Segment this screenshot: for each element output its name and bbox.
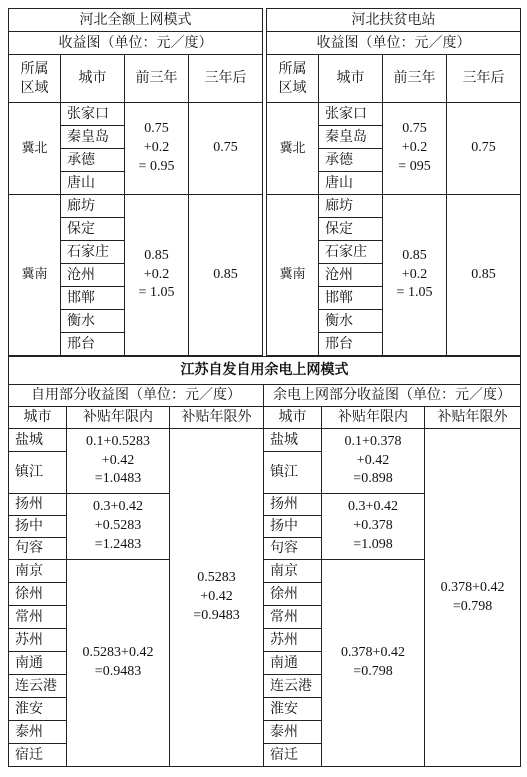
city-cell: 泰州 xyxy=(264,721,322,744)
city-cell: 镇江 xyxy=(9,452,67,494)
city-cell: 邢台 xyxy=(61,333,125,356)
outside-subsidy-value: 0.5283 +0.42 =0.9483 xyxy=(170,429,264,767)
header-within-subsidy: 补贴年限内 xyxy=(322,407,425,429)
city-cell: 石家庄 xyxy=(319,241,383,264)
city-cell: 衡水 xyxy=(319,310,383,333)
self-use-subtitle: 自用部分收益图（单位：元／度） xyxy=(9,385,264,407)
header-first-three-years: 前三年 xyxy=(383,55,447,103)
city-cell: 扬州 xyxy=(9,494,67,516)
city-cell: 宿迁 xyxy=(9,744,67,767)
header-outside-subsidy: 补贴年限外 xyxy=(170,407,264,429)
region-cell: 冀南 xyxy=(267,195,319,356)
header-region: 所属 区域 xyxy=(267,55,319,103)
city-cell: 苏州 xyxy=(9,629,67,652)
header-city: 城市 xyxy=(319,55,383,103)
header-region: 所属 区域 xyxy=(9,55,61,103)
city-cell: 沧州 xyxy=(319,264,383,287)
city-cell: 张家口 xyxy=(319,103,383,126)
after-three-years-value: 0.85 xyxy=(447,195,521,356)
within-subsidy-value: 0.5283+0.42 =0.9483 xyxy=(67,560,170,767)
surplus-subtitle: 余电上网部分收益图（单位：元／度） xyxy=(264,385,521,407)
city-cell: 连云港 xyxy=(264,675,322,698)
city-cell: 镇江 xyxy=(264,452,322,494)
city-cell: 唐山 xyxy=(319,172,383,195)
table-title: 河北全额上网模式 xyxy=(9,9,263,32)
hebei-poverty-station-table xyxy=(266,8,521,356)
city-cell: 徐州 xyxy=(264,583,322,606)
header-first-three-years: 前三年 xyxy=(125,55,189,103)
header-city: 城市 xyxy=(264,407,322,429)
table-title: 河北扶贫电站 xyxy=(267,9,521,32)
within-subsidy-value: 0.378+0.42 =0.798 xyxy=(322,560,425,767)
header-within-subsidy: 补贴年限内 xyxy=(67,407,170,429)
within-subsidy-value: 0.3+0.42 +0.5283 =1.2483 xyxy=(67,494,170,560)
header-outside-subsidy: 补贴年限外 xyxy=(425,407,521,429)
table-subtitle: 收益图（单位：元／度） xyxy=(267,32,521,55)
first-three-years-value: 0.75 +0.2 = 095 xyxy=(383,103,447,195)
city-cell: 盐城 xyxy=(9,429,67,452)
city-cell: 南通 xyxy=(9,652,67,675)
outside-subsidy-value: 0.378+0.42 =0.798 xyxy=(425,429,521,767)
city-cell: 沧州 xyxy=(61,264,125,287)
jiangsu-self-use-table xyxy=(8,356,521,767)
city-cell: 宿迁 xyxy=(264,744,322,767)
first-three-years-value: 0.75 +0.2 = 0.95 xyxy=(125,103,189,195)
city-cell: 常州 xyxy=(9,606,67,629)
city-cell: 句容 xyxy=(9,538,67,560)
region-cell: 冀北 xyxy=(267,103,319,195)
city-cell: 连云港 xyxy=(9,675,67,698)
after-three-years-value: 0.75 xyxy=(189,103,263,195)
city-cell: 承德 xyxy=(61,149,125,172)
city-cell: 秦皇岛 xyxy=(319,126,383,149)
city-cell: 扬中 xyxy=(9,516,67,538)
city-cell: 石家庄 xyxy=(61,241,125,264)
hebei-full-grid-table xyxy=(8,8,263,356)
city-cell: 保定 xyxy=(319,218,383,241)
city-cell: 常州 xyxy=(264,606,322,629)
within-subsidy-value: 0.1+0.378 +0.42 =0.898 xyxy=(322,429,425,494)
table-subtitle: 收益图（单位：元／度） xyxy=(9,32,263,55)
city-cell: 淮安 xyxy=(264,698,322,721)
city-cell: 泰州 xyxy=(9,721,67,744)
city-cell: 邢台 xyxy=(319,333,383,356)
city-cell: 南京 xyxy=(264,560,322,583)
city-cell: 扬州 xyxy=(264,494,322,516)
city-cell: 扬中 xyxy=(264,516,322,538)
city-cell: 邯郸 xyxy=(319,287,383,310)
city-cell: 承德 xyxy=(319,149,383,172)
region-cell: 冀南 xyxy=(9,195,61,356)
region-cell: 冀北 xyxy=(9,103,61,195)
city-cell: 保定 xyxy=(61,218,125,241)
after-three-years-value: 0.75 xyxy=(447,103,521,195)
header-after-three-years: 三年后 xyxy=(189,55,263,103)
within-subsidy-value: 0.1+0.5283 +0.42 =1.0483 xyxy=(67,429,170,494)
city-cell: 唐山 xyxy=(61,172,125,195)
within-subsidy-value: 0.3+0.42 +0.378 =1.098 xyxy=(322,494,425,560)
city-cell: 廊坊 xyxy=(61,195,125,218)
city-cell: 衡水 xyxy=(61,310,125,333)
city-cell: 徐州 xyxy=(9,583,67,606)
city-cell: 淮安 xyxy=(9,698,67,721)
city-cell: 盐城 xyxy=(264,429,322,452)
first-three-years-value: 0.85 +0.2 = 1.05 xyxy=(383,195,447,356)
city-cell: 邯郸 xyxy=(61,287,125,310)
city-cell: 苏州 xyxy=(264,629,322,652)
city-cell: 廊坊 xyxy=(319,195,383,218)
city-cell: 张家口 xyxy=(61,103,125,126)
city-cell: 句容 xyxy=(264,538,322,560)
city-cell: 秦皇岛 xyxy=(61,126,125,149)
header-city: 城市 xyxy=(61,55,125,103)
first-three-years-value: 0.85 +0.2 = 1.05 xyxy=(125,195,189,356)
table-title: 江苏自发自用余电上网模式 xyxy=(9,357,521,385)
after-three-years-value: 0.85 xyxy=(189,195,263,356)
header-after-three-years: 三年后 xyxy=(447,55,521,103)
header-city: 城市 xyxy=(9,407,67,429)
city-cell: 南通 xyxy=(264,652,322,675)
city-cell: 南京 xyxy=(9,560,67,583)
